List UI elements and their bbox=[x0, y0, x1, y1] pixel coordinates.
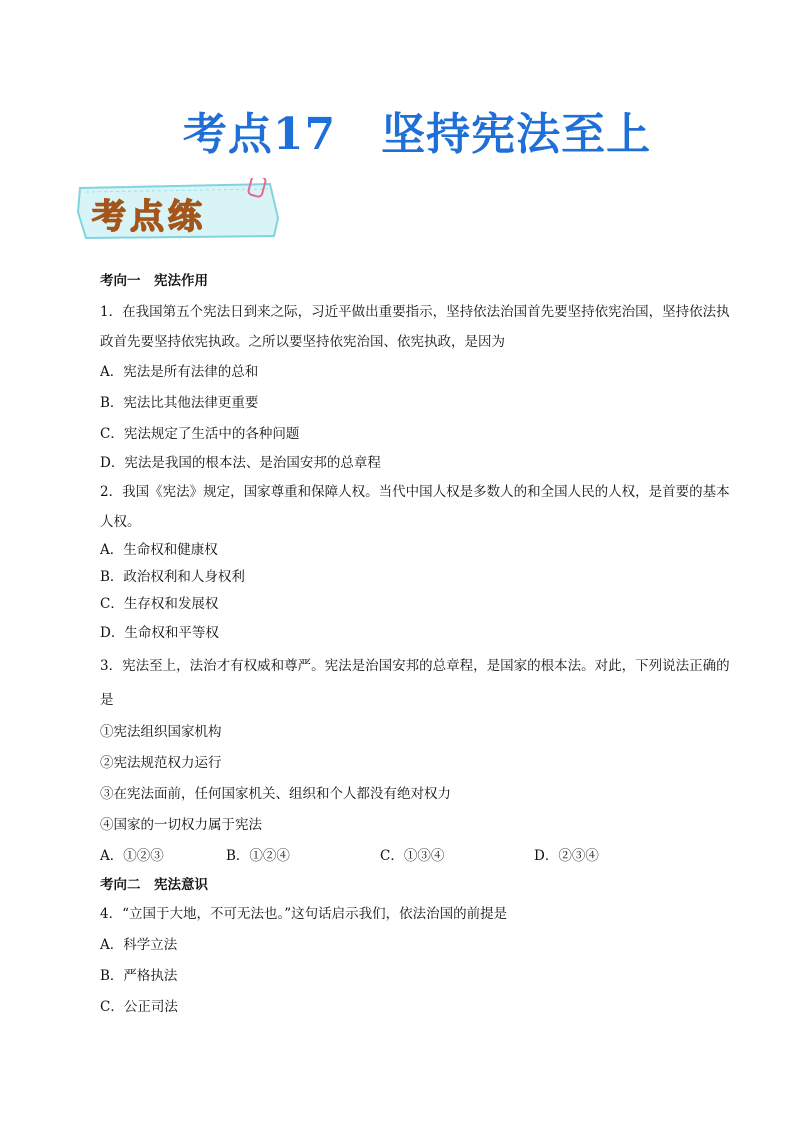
q2-option-c: C．生存权和发展权 bbox=[100, 596, 219, 612]
section-heading: 考向一 宪法作用 bbox=[100, 273, 208, 289]
q2-option-d: D．生命权和平等权 bbox=[100, 625, 219, 641]
page-title: 考点17 坚持宪法至上 bbox=[182, 109, 652, 160]
badge-label: 考点练 bbox=[92, 197, 206, 237]
q1-option-c: C．宪法规定了生活中的各种问题 bbox=[100, 426, 300, 442]
q3-statement-4: ④国家的一切权力属于宪法 bbox=[100, 817, 262, 833]
q3-options bbox=[100, 841, 730, 872]
q4-option-b: B．严格执法 bbox=[100, 968, 178, 984]
q3-option-b: B．①②④ bbox=[226, 848, 290, 864]
document-body bbox=[100, 266, 730, 1023]
q2-option-a: A．生命权和健康权 bbox=[100, 542, 218, 558]
q1-option-b: B．宪法比其他法律更重要 bbox=[100, 395, 259, 411]
q1-option-a: A．宪法是所有法律的总和 bbox=[100, 364, 259, 380]
q3-statement-2: ②宪法规范权力运行 bbox=[100, 755, 222, 771]
question-4-stem: 4．“立国于大地，不可无法也。”这句话启示我们，依法治国的前提是 bbox=[100, 906, 508, 922]
question-2-stem: 2．我国《宪法》规定，国家尊重和保障人权。当代中国人权是多数人的和全国人民的人权，是首要的基本人权。 bbox=[100, 484, 730, 530]
q3-option-c: C．①③④ bbox=[380, 848, 445, 864]
question-3-stem: 3．宪法至上，法治才有权威和尊严。宪法是治国安邦的总章程，是国家的根本法。对此，下列说法正确的是 bbox=[100, 658, 730, 708]
q1-option-d: D．宪法是我国的根本法、是治国安邦的总章程 bbox=[100, 455, 381, 471]
q3-option-d: D．②③④ bbox=[534, 848, 599, 864]
section-heading: 考向二 宪法意识 bbox=[100, 877, 208, 893]
section-badge bbox=[74, 178, 284, 242]
q4-option-a: A．科学立法 bbox=[100, 937, 178, 953]
q3-statement-1: ①宪法组织国家机构 bbox=[100, 724, 222, 740]
q3-option-a: A．①②③ bbox=[100, 848, 164, 864]
q3-statement-3: ③在宪法面前，任何国家机关、组织和个人都没有绝对权力 bbox=[100, 786, 451, 802]
q2-option-b: B．政治权利和人身权利 bbox=[100, 569, 245, 585]
question-1-stem: 1．在我国第五个宪法日到来之际，习近平做出重要指示，坚持依法治国首先要坚持依宪治国，坚持依法执政首先要坚持依宪执政。之所以要坚持依宪治国、依宪执政，是因为 bbox=[100, 304, 730, 350]
q4-option-c: C．公正司法 bbox=[100, 999, 178, 1015]
